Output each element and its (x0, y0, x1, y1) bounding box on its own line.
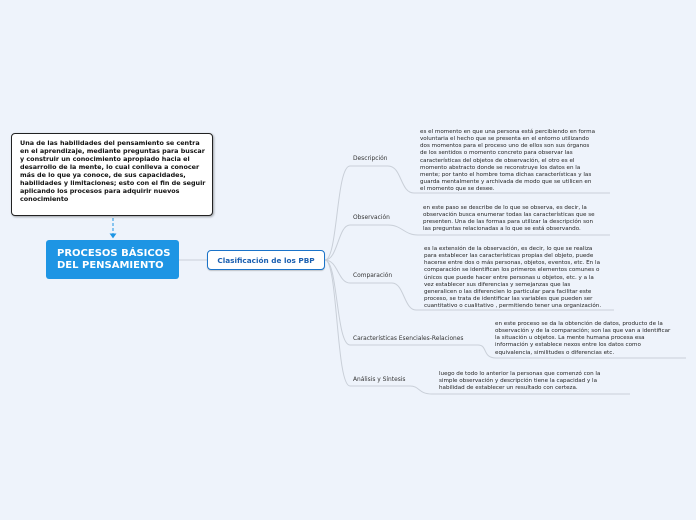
detail-line: en este proceso se da la obtención de datos, producto de la (495, 321, 663, 327)
detail-line: proceso, se trata de identificar las variables que pueden ser (424, 296, 593, 303)
detail-observacion[interactable] (423, 205, 595, 234)
callout-line: desarrollo de la mente, lo cual conlleva a conocer (20, 163, 200, 172)
detail-descripcion[interactable] (420, 129, 595, 193)
callout-line: aplicando los procesos para adquirir nuevos (20, 187, 180, 196)
detail-line: observación y de la comparación; son las que van a identificar (495, 328, 671, 335)
branch-descripcion[interactable]: Descripción (353, 156, 388, 162)
detail-line: simple observación y descripción tiene la capacidad y la (439, 378, 598, 385)
detail-line: observación busca enumerar todas las características que se (423, 212, 595, 219)
branch-observacion[interactable]: Observación (353, 215, 390, 221)
arrow-down-icon (111, 234, 116, 238)
detail-line: es el momento en que una persona está percibiendo en forma (420, 129, 595, 135)
detail-line: generalicen o las diferencien lo particular para facilitar este (424, 288, 592, 295)
detail-line: equivalencia, similitudes o diferencias etc. (495, 349, 615, 356)
detail-line: mente; por tanto el hombre toma dichas características y las (420, 171, 592, 178)
detail-line: en este paso se describe de lo que se observa, es decir, la (423, 205, 587, 211)
detail-line: para establecer las características propias del objeto, puede (424, 253, 594, 260)
detail-line: de los sentidos o momento concreto para observar las (420, 150, 573, 157)
detail-line: es la extensión de la observación, es decir, lo que se realiza (424, 246, 593, 252)
central-topic-line: PROCESOS BÁSICOS (57, 248, 171, 259)
detail-comparacion[interactable] (424, 246, 601, 310)
detail-line: únicos que puede hacer entre personas u objetos, etc. y a la (424, 274, 594, 281)
branch-analisis-sintesis[interactable]: Análisis y Síntesis (353, 377, 406, 383)
detail-line: el momento que se desee. (420, 186, 495, 193)
detail-line: luego de todo lo anterior la personas que comenzó con la (439, 371, 601, 377)
callout-line: y construir un conocimiento apropiado hacia el (20, 155, 190, 164)
callout-line: Una de las habilidades del pensamiento se centra (20, 139, 200, 147)
detail-line: las preguntas relacionadas a lo que se está observando. (423, 226, 581, 233)
branch-caracteristicas[interactable]: Características Esenciales-Relaciones (353, 336, 464, 342)
detail-caracteristicas[interactable] (495, 321, 670, 357)
central-topic-line: DEL PENSAMIENTO (57, 259, 164, 271)
detail-line: presenten. Una de las formas para utilizar la descripción son (423, 219, 593, 226)
detail-line: voluntaria el hecho que se presenta en el entorno utilizando (420, 136, 589, 143)
callout-line: habilidades y limitaciones; esto con el fin de seguir (20, 179, 206, 188)
callout-line: en el aprendizaje, mediante preguntas para buscar (20, 147, 205, 156)
detail-line: vez establecer sus diferencias y semejanzas que las (424, 281, 571, 288)
detail-line: la situación u objetos. La mente humana procesa esa (495, 335, 645, 342)
callout-line: conocimiento (20, 195, 69, 204)
detail-line: momento abstracto donde se reconstruye los datos en la (420, 164, 581, 171)
callout-line: más de lo que ya conoce, de sus capacidades, (20, 171, 186, 180)
detail-line: dos momentos para el proceso uno de ellos son sus órganos (420, 143, 590, 150)
detail-line: hacerse entre dos o más personas, objetos, eventos, etc. En la (424, 260, 600, 267)
central-topic[interactable] (46, 240, 179, 279)
detail-line: comparación se identifican los primeros elementos comunes o (424, 267, 600, 274)
detail-line: características del objetos de observación, el otro es el (420, 157, 575, 164)
subtopic-clasificacion[interactable] (207, 250, 325, 270)
detail-analisis-sintesis[interactable] (439, 371, 600, 392)
detail-line: información y establece nexos entre los datos como (495, 342, 641, 349)
branch-comparacion[interactable]: Comparación (353, 273, 393, 279)
subtopic-label: Clasificación de los PBP (217, 255, 315, 265)
callout-note[interactable] (11, 133, 213, 216)
detail-line: cuantitativo o cualitativo , permitiendo tener una organización. (424, 303, 602, 310)
detail-line: habilidad de establecer un resultado con certeza. (439, 385, 578, 392)
detail-line: guarda mentalmente y archivada de modo que se utilicen en (420, 179, 592, 186)
